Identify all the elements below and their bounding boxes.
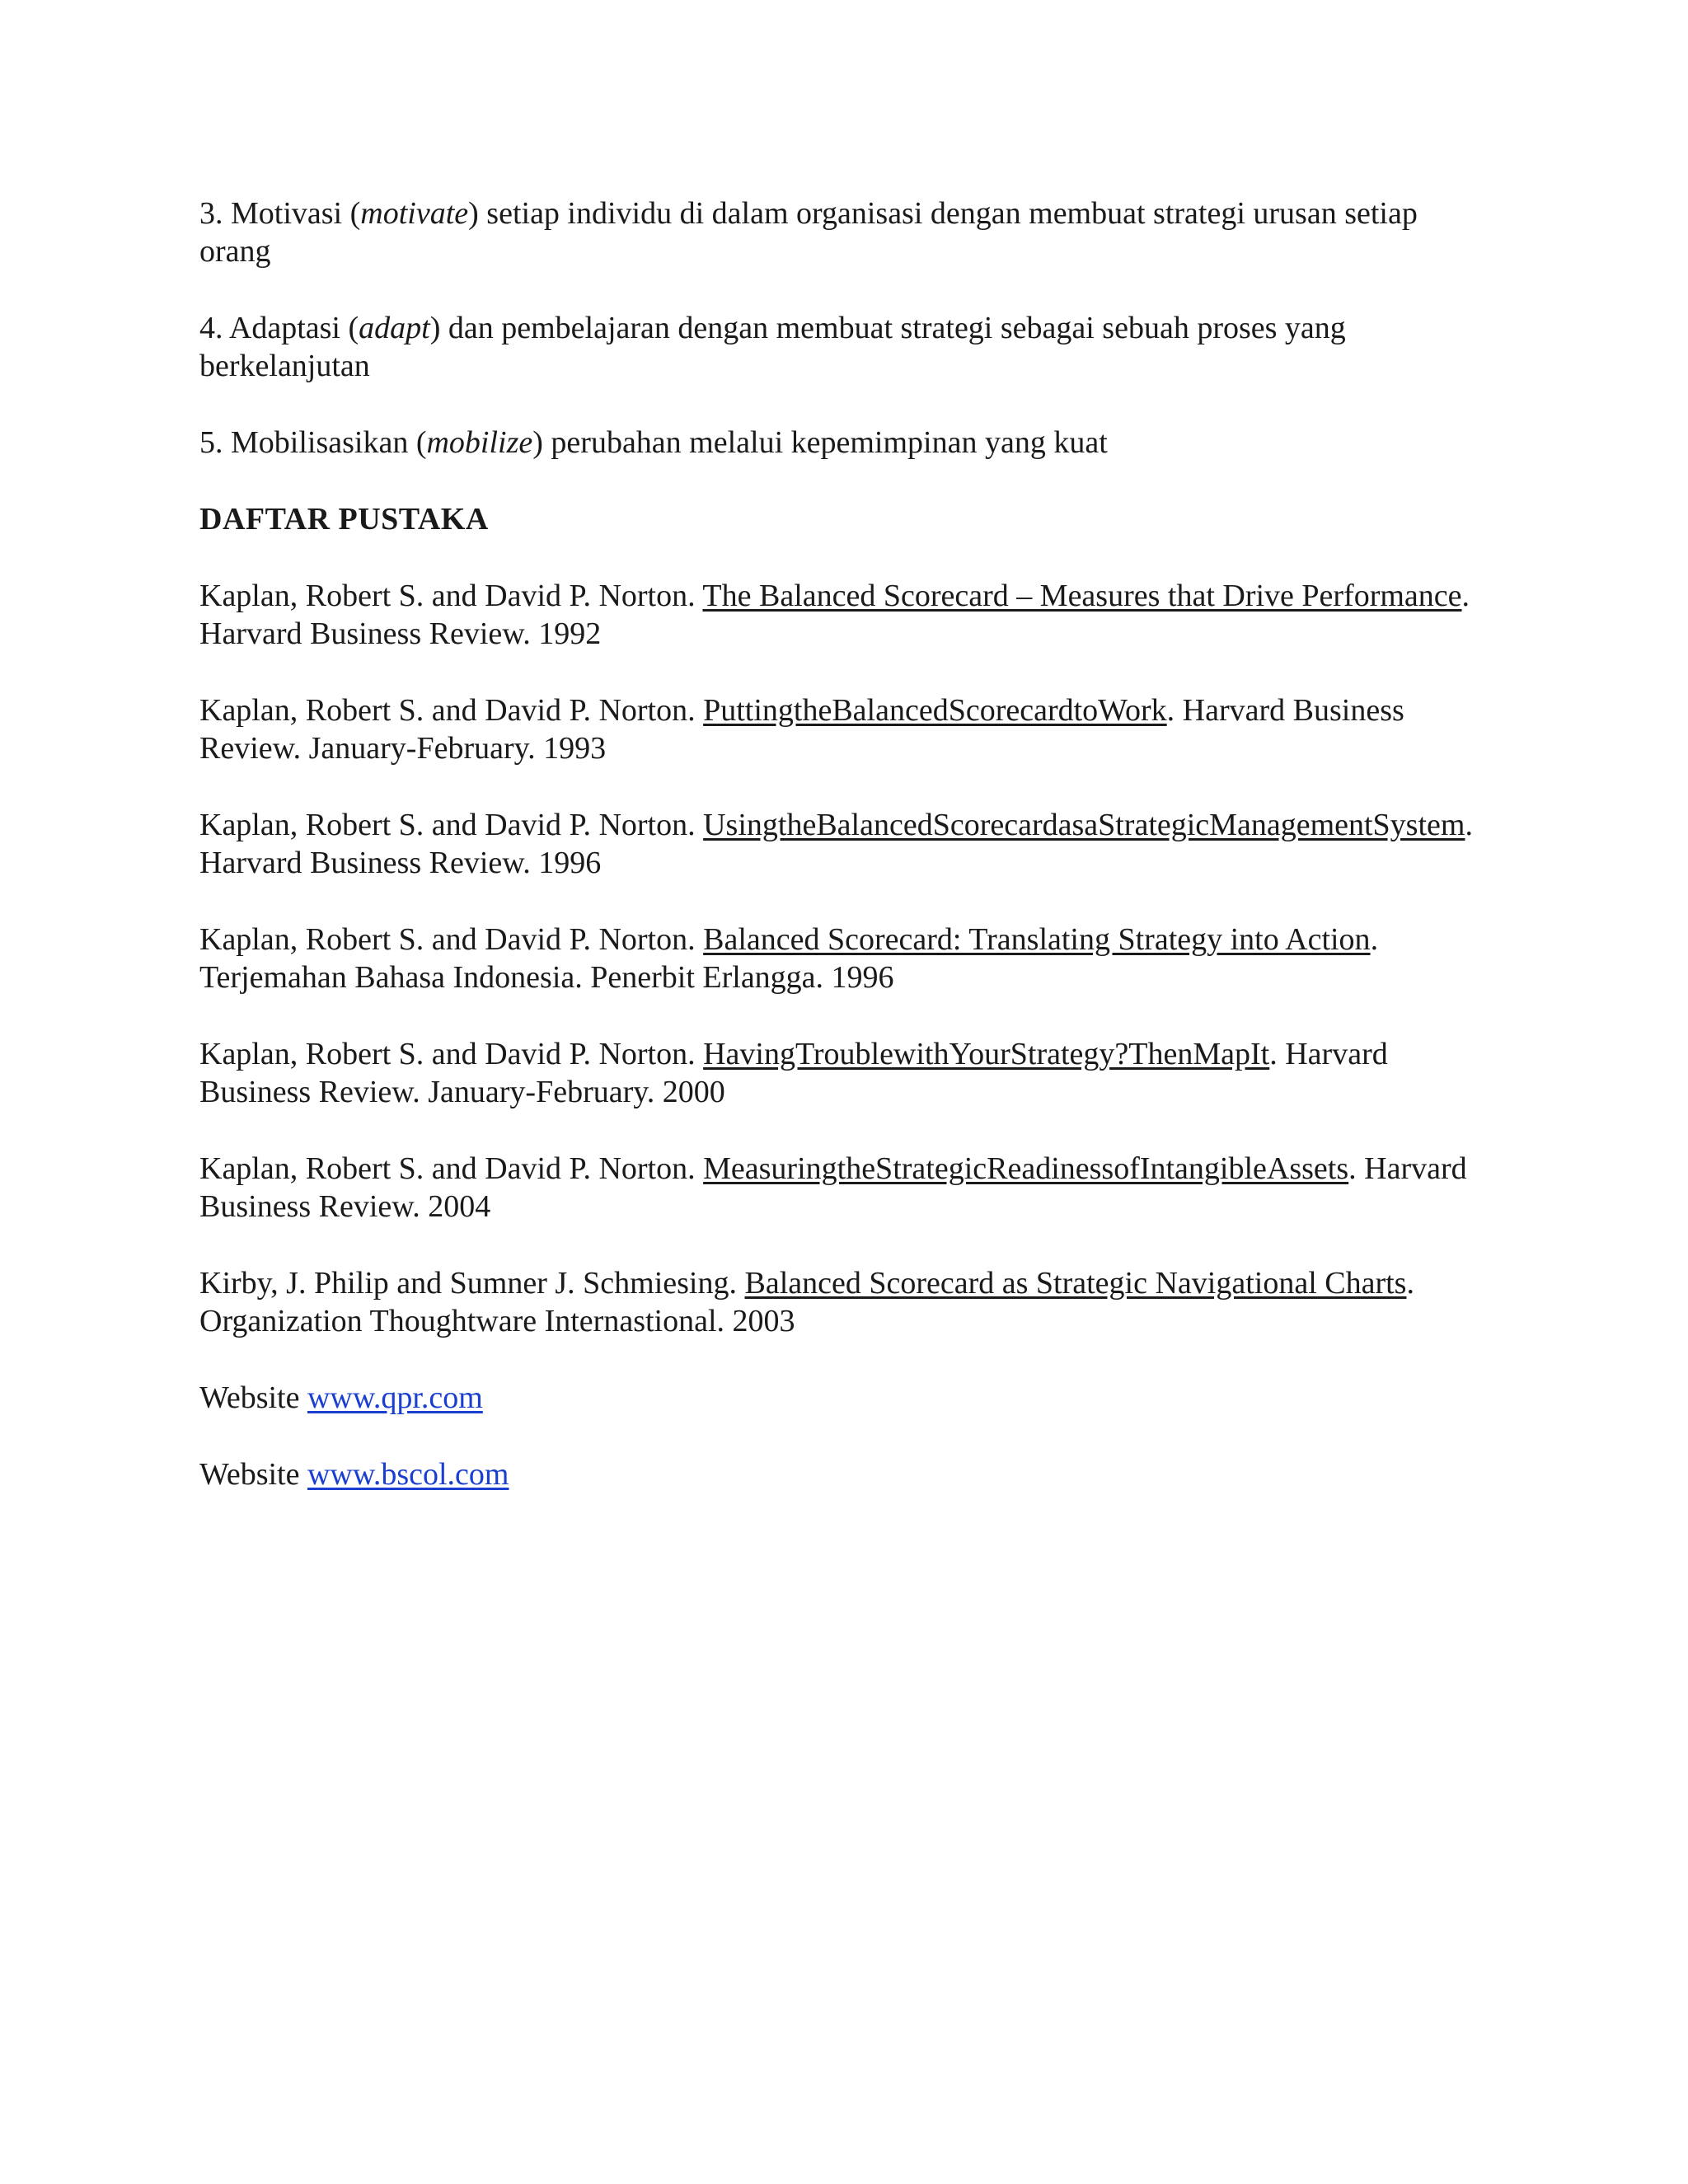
reference-authors: Kaplan, Robert S. and David P. Norton. xyxy=(199,579,703,613)
reference-details: . Organization Thoughtware Internastional. 2003 xyxy=(199,1266,1414,1338)
reference-item xyxy=(199,1150,1493,1226)
reference-title: PuttingtheBalancedScorecardtoWork xyxy=(703,693,1167,728)
reference-item xyxy=(199,806,1493,882)
reference-item xyxy=(199,1035,1493,1111)
reference-title: Balanced Scorecard: Translating Strategy into Action xyxy=(703,922,1371,957)
reference-authors: Kaplan, Robert S. and David P. Norton. xyxy=(199,808,704,842)
item-text-before: 3. Motivasi ( xyxy=(199,196,361,231)
reference-details: . Harvard Business Review. January-February. 2000 xyxy=(199,1037,1388,1109)
document-page xyxy=(199,194,1493,1532)
reference-item xyxy=(199,921,1493,996)
reference-item xyxy=(199,691,1493,767)
list-item-mobilize xyxy=(199,424,1493,462)
section-heading: DAFTAR PUSTAKA xyxy=(199,502,489,537)
reference-title: HavingTroublewithYourStrategy?ThenMapIt xyxy=(703,1037,1270,1071)
reference-authors: Kaplan, Robert S. and David P. Norton. xyxy=(199,1151,704,1186)
item-text-after: ) perubahan melalui kepemimpinan yang kuat xyxy=(532,425,1108,460)
reference-title: MeasuringtheStrategicReadinessofIntangibleAssets xyxy=(703,1151,1349,1186)
reference-title: UsingtheBalancedScorecardasaStrategicManagementSystem xyxy=(703,808,1465,842)
website-link-bscol[interactable]: www.bscol.com xyxy=(307,1457,509,1492)
reference-details: . Harvard Business Review. January-February. 1993 xyxy=(199,693,1404,766)
reference-authors: Kaplan, Robert S. and David P. Norton. xyxy=(199,1037,704,1071)
item-text-after: ) dan pembelajaran dengan membuat strategi sebagai sebuah proses yang berkelanjutan xyxy=(199,311,1346,383)
website-item xyxy=(199,1379,1493,1417)
reference-details: . Harvard Business Review. 1996 xyxy=(199,808,1473,880)
reference-details: . Harvard Business Review. 1992 xyxy=(199,579,1470,651)
list-item-motivate xyxy=(199,194,1493,270)
item-text-after: ) setiap individu di dalam organisasi dengan membuat strategi urusan setiap orang xyxy=(199,196,1418,269)
website-label: Website xyxy=(199,1457,307,1492)
reference-title: The Balanced Scorecard – Measures that Drive Performance xyxy=(702,579,1462,613)
reference-authors: Kaplan, Robert S. and David P. Norton. xyxy=(199,922,704,957)
reference-authors: Kaplan, Robert S. and David P. Norton. xyxy=(199,693,704,728)
item-text-before: 4. Adaptasi ( xyxy=(199,311,359,345)
item-term: adapt xyxy=(359,311,430,345)
reference-item xyxy=(199,577,1493,653)
item-term: motivate xyxy=(360,196,469,231)
reference-details: . Harvard Business Review. 2004 xyxy=(199,1151,1467,1224)
reference-details: . Terjemahan Bahasa Indonesia. Penerbit Erlangga. 1996 xyxy=(199,922,1379,995)
item-term: mobilize xyxy=(426,425,533,460)
website-link-qpr[interactable]: www.qpr.com xyxy=(307,1380,483,1415)
website-label: Website xyxy=(199,1380,307,1415)
list-item-adapt xyxy=(199,309,1493,385)
reference-item xyxy=(199,1264,1493,1340)
reference-title: Balanced Scorecard as Strategic Navigational Charts xyxy=(744,1266,1407,1301)
reference-authors: Kirby, J. Philip and Sumner J. Schmiesing. xyxy=(199,1266,745,1301)
item-text-before: 5. Mobilisasikan ( xyxy=(199,425,427,460)
website-item xyxy=(199,1455,1493,1493)
